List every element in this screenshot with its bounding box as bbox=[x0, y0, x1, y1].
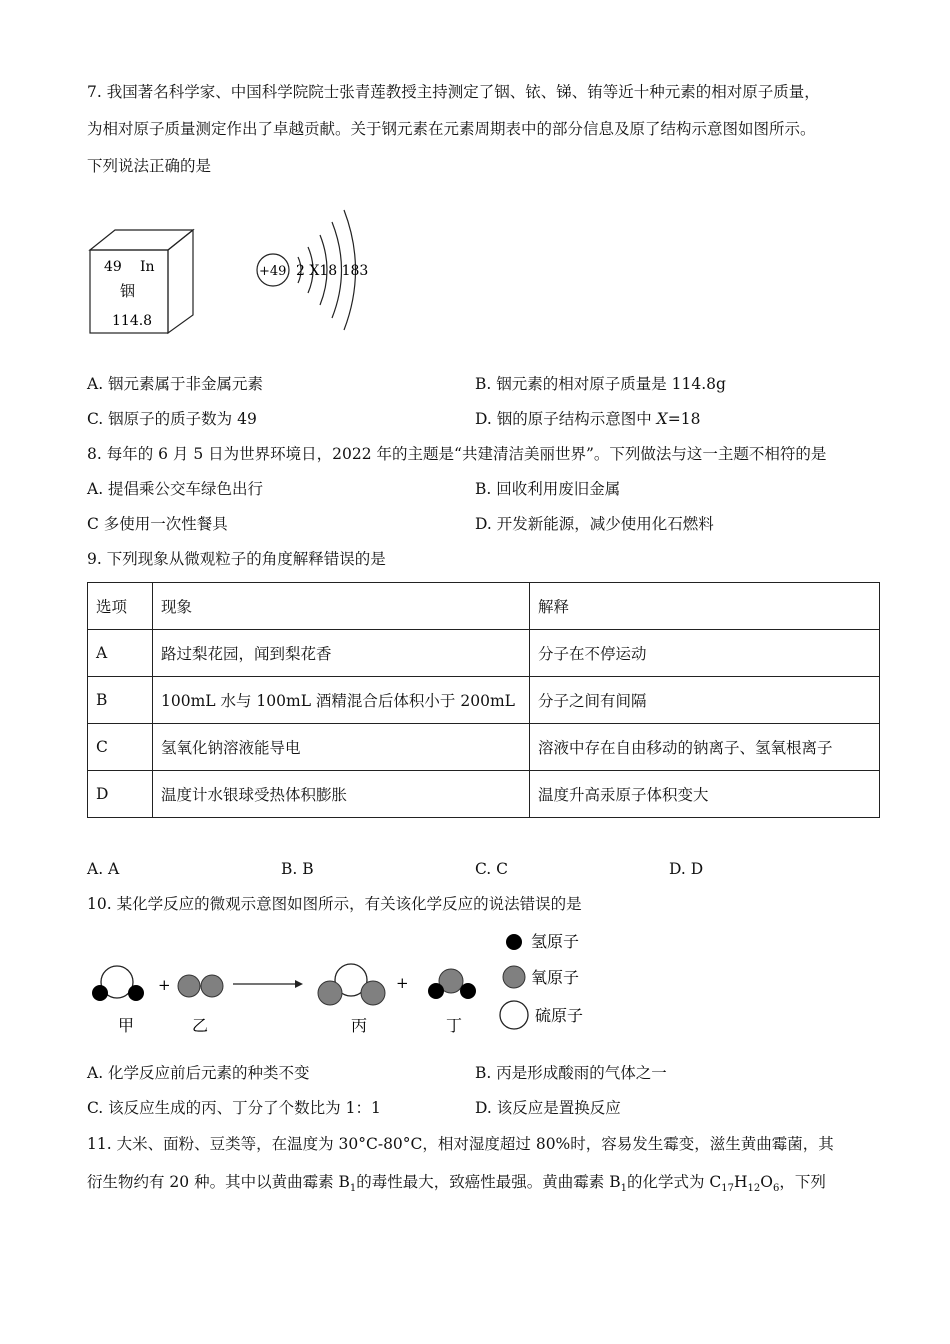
oxygen-atom bbox=[361, 981, 385, 1005]
table-cell: D bbox=[88, 771, 153, 818]
q10-option-b: B. 丙是形成酸雨的气体之一 bbox=[475, 1064, 667, 1082]
legend-oxygen: 氧原子 bbox=[531, 968, 580, 987]
q8-stem: 8. 每年的 6 月 5 日为世界环境日，2022 年的主题是“共建清洁美丽世界”。下列做法与这一主题不相符的是 bbox=[87, 445, 827, 463]
plus-sign: + bbox=[396, 974, 409, 992]
hydrogen-atom bbox=[92, 985, 108, 1001]
atom-structure-diagram bbox=[250, 192, 390, 342]
label-yi: 乙 bbox=[192, 1016, 209, 1035]
plus-sign: + bbox=[158, 976, 171, 994]
q10-option-d: D. 该反应是置换反应 bbox=[475, 1099, 621, 1117]
q9-stem: 9. 下列现象从微观粒子的角度解释错误的是 bbox=[87, 550, 386, 568]
molecule-ding bbox=[428, 969, 476, 999]
molecule-yi bbox=[178, 975, 223, 997]
shell-numbers: 2 X18 183 bbox=[296, 263, 369, 279]
q7-option-d: D. 铟的原子结构示意图中 X=18 bbox=[475, 410, 701, 428]
legend-sulfur-swatch bbox=[500, 1001, 528, 1029]
label-bing: 丙 bbox=[351, 1016, 368, 1035]
q7-stem-line1: 7. 我国著名科学家、中国科学院院士张青莲教授主持测定了铟、铱、锑、铕等近十种元素的相对原子质量， bbox=[87, 83, 820, 101]
table-cell: 分子在不停运动 bbox=[530, 630, 880, 677]
table-header-cell: 解释 bbox=[530, 583, 880, 630]
q7-option-b: B. 铟元素的相对原子质量是 114.8g bbox=[475, 375, 726, 393]
q9-option-c: C. C bbox=[475, 860, 509, 878]
table-row bbox=[88, 630, 880, 677]
nucleus-charge: +49 bbox=[259, 264, 287, 279]
oxygen-atom bbox=[318, 981, 342, 1005]
oxygen-atom bbox=[178, 975, 200, 997]
table-cell: A bbox=[88, 630, 153, 677]
q9-table bbox=[87, 582, 880, 818]
q8-option-a: A. 提倡乘公交车绿色出行 bbox=[87, 480, 264, 498]
q10-option-c: C. 该反应生成的丙、丁分了个数比为 1：1 bbox=[87, 1099, 381, 1117]
legend-hydrogen: 氢原子 bbox=[531, 932, 580, 951]
q11-stem-line2: 衍生物约有 20 种。其中以黄曲霉素 $B_1$的毒性最大，致癌性最强。黄曲霉素 $B_1$的化学式为 $C_{17}H_{12}O_6$，下列 bbox=[87, 1173, 826, 1195]
legend-hydrogen-swatch bbox=[506, 934, 522, 950]
table-header-row bbox=[88, 583, 880, 630]
q7-stem-line3: 下列说法正确的是 bbox=[87, 157, 212, 175]
oxygen-atom bbox=[201, 975, 223, 997]
label-ding: 丁 bbox=[446, 1016, 463, 1035]
table-row bbox=[88, 724, 880, 771]
table-header-cell: 选项 bbox=[88, 583, 153, 630]
table-cell: 温度升高汞原子体积变大 bbox=[530, 771, 880, 818]
q11-stem-line1: 11. 大米、面粉、豆类等，在温度为 30°C-80°C，相对湿度超过 80%时，容易发生霉变，滋生黄曲霉菌，其 bbox=[87, 1135, 834, 1153]
atomic-number: 49 bbox=[104, 259, 122, 275]
hydrogen-atom bbox=[460, 983, 476, 999]
q7-option-c: C. 铟原子的质子数为 49 bbox=[87, 410, 257, 428]
q8-option-d: D. 开发新能源，减少使用化石燃料 bbox=[475, 515, 714, 533]
molecule-jia bbox=[92, 966, 144, 1001]
table-cell: C bbox=[88, 724, 153, 771]
table-row bbox=[88, 771, 880, 818]
q7-option-a: A. 铟元素属于非金属元素 bbox=[87, 375, 264, 393]
table-cell: 溶液中存在自由移动的钠离子、氢氧根离子 bbox=[530, 724, 880, 771]
table-cell: 温度计水银球受热体积膨胀 bbox=[153, 771, 530, 818]
molecule-bing bbox=[318, 964, 385, 1005]
reaction-diagram bbox=[85, 925, 605, 1040]
q9-option-b: B. B bbox=[281, 860, 314, 878]
table-header-cell: 现象 bbox=[153, 583, 530, 630]
table-cell: 路过梨花园，闻到梨花香 bbox=[153, 630, 530, 677]
table-cell: 分子之间有间隔 bbox=[530, 677, 880, 724]
atomic-mass: 114.8 bbox=[112, 313, 153, 329]
legend-sulfur: 硫原子 bbox=[535, 1006, 584, 1025]
hydrogen-atom bbox=[128, 985, 144, 1001]
element-symbol: In bbox=[140, 259, 155, 275]
q10-option-a: A. 化学反应前后元素的种类不变 bbox=[87, 1064, 310, 1082]
hydrogen-atom bbox=[428, 983, 444, 999]
q10-stem: 10. 某化学反应的微观示意图如图所示，有关该化学反应的说法错误的是 bbox=[87, 895, 582, 913]
label-jia: 甲 bbox=[118, 1016, 135, 1035]
arrow-head bbox=[295, 980, 303, 988]
element-name: 铟 bbox=[120, 282, 136, 300]
q8-option-b: B. 回收利用废旧金属 bbox=[475, 480, 621, 498]
q8-option-c: C 多使用一次性餐具 bbox=[87, 515, 228, 533]
q7-stem-line2: 为相对原子质量测定作出了卓越贡献。关于钢元素在元素周期表中的部分信息及原了结构示意图如图所示。 bbox=[87, 120, 816, 138]
table-cell: 100mL 水与 100mL 酒精混合后体积小于 200mL bbox=[153, 677, 530, 724]
element-cell-figure bbox=[80, 225, 205, 340]
table-cell: B bbox=[88, 677, 153, 724]
q9-option-a: A. A bbox=[87, 860, 120, 878]
table-row bbox=[88, 677, 880, 724]
legend-oxygen-swatch bbox=[503, 966, 525, 988]
table-cell: 氢氧化钠溶液能导电 bbox=[153, 724, 530, 771]
q9-option-d: D. D bbox=[669, 860, 704, 878]
